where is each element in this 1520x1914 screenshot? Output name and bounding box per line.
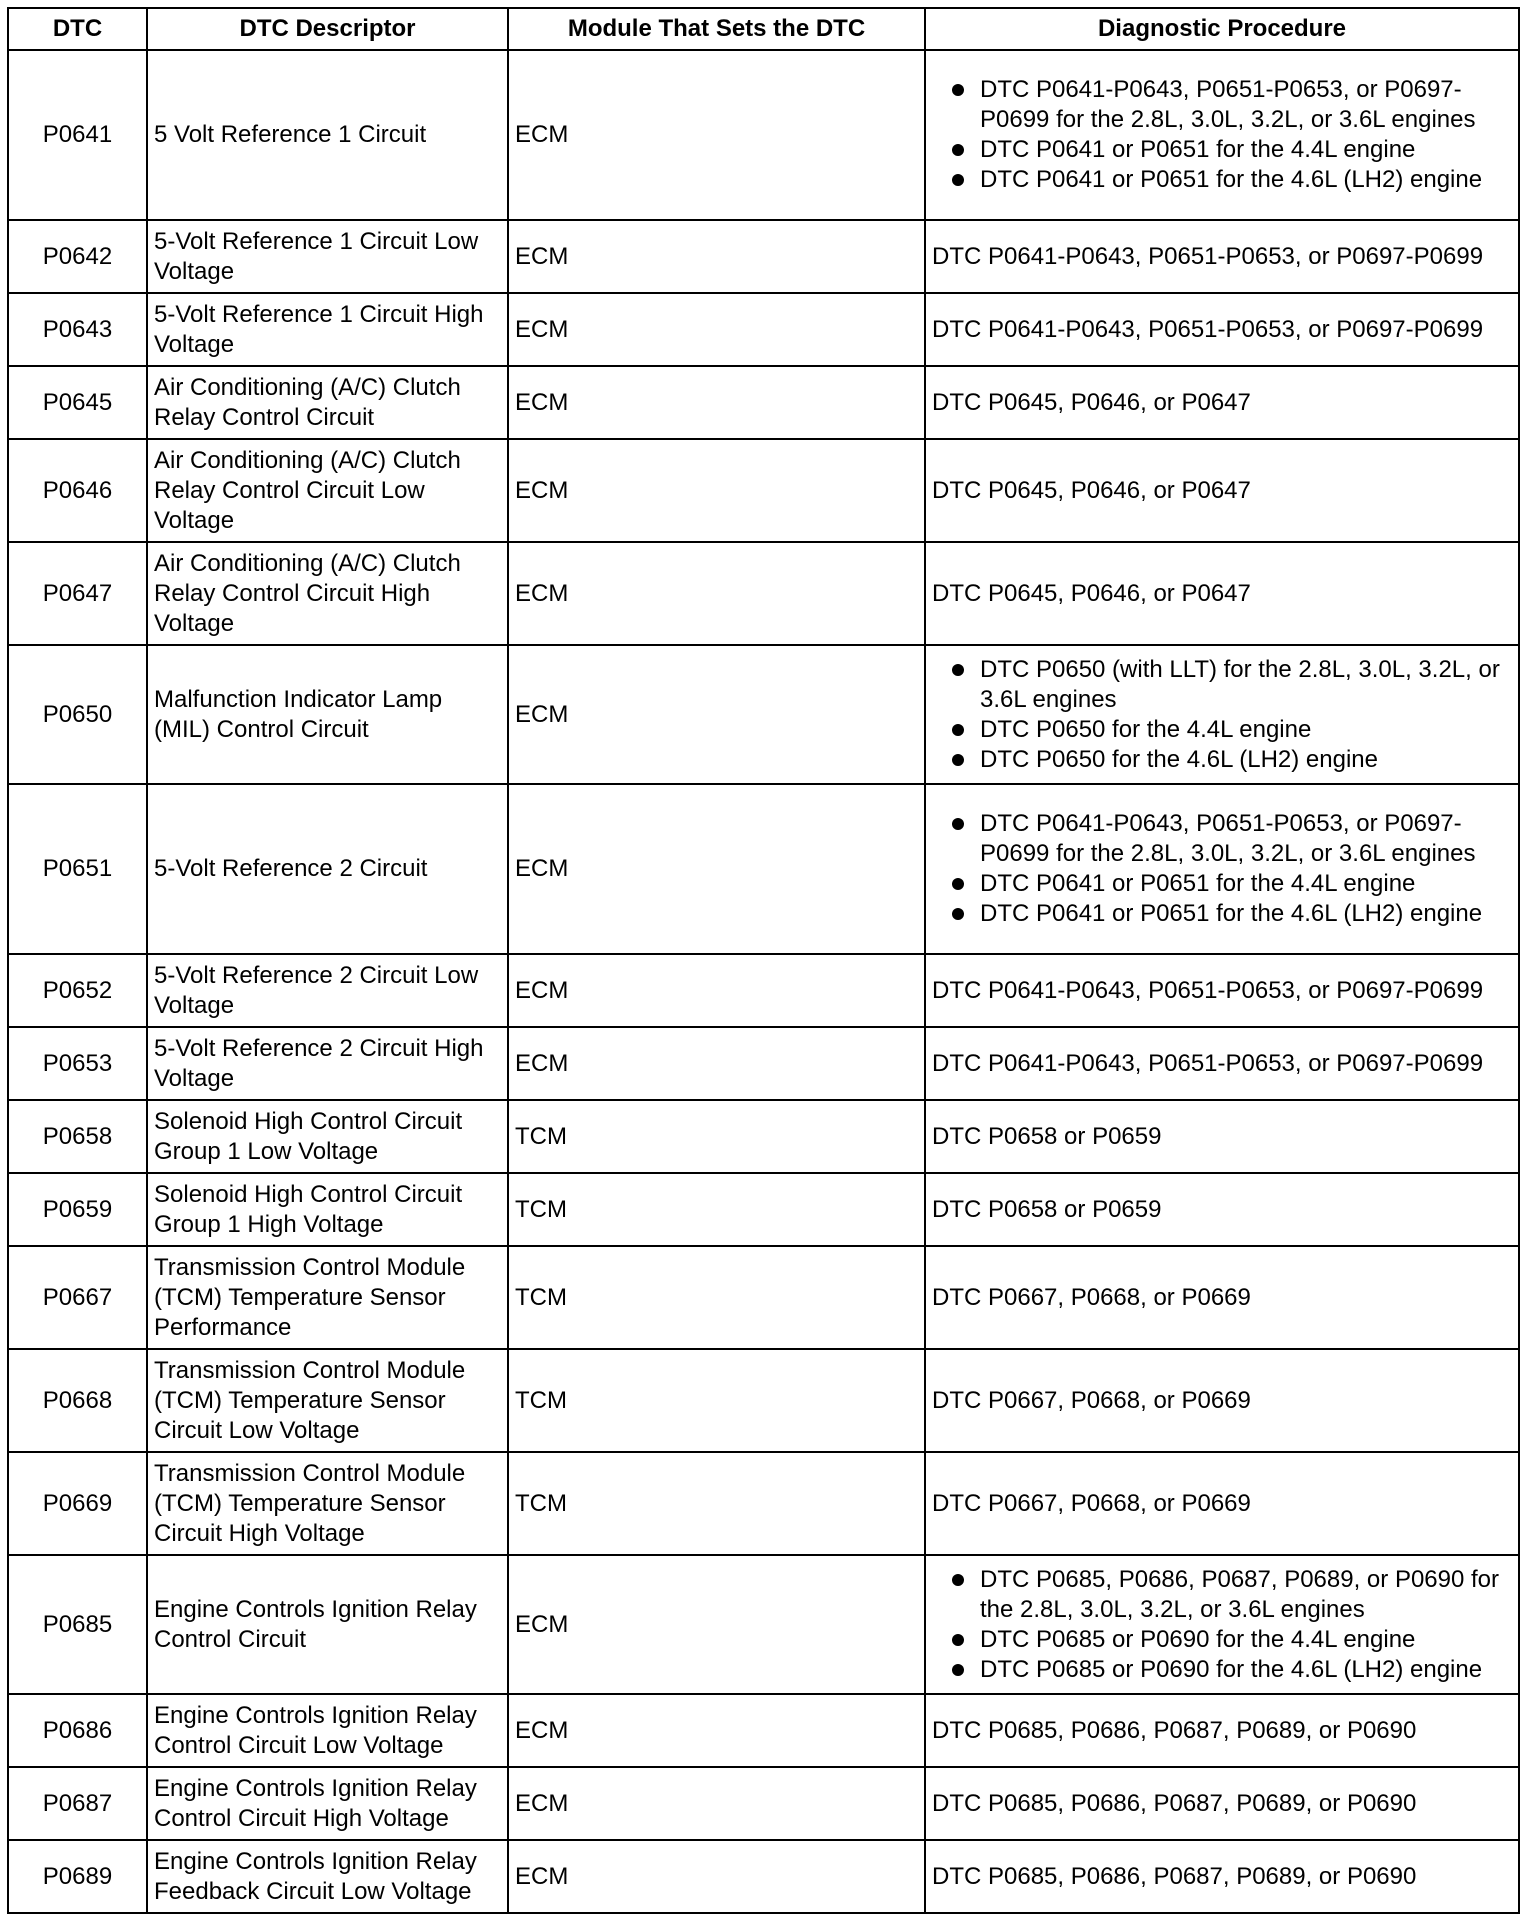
- dtc-module: ECM: [508, 1767, 925, 1840]
- procedure-list: [932, 655, 1512, 775]
- procedure-list-item: DTC P0650 for the 4.6L (LH2) engine: [948, 745, 1512, 775]
- dtc-module: ECM: [508, 220, 925, 293]
- dtc-descriptor: Air Conditioning (A/C) Clutch Relay Control Circuit Low Voltage: [147, 439, 508, 542]
- table-row: [8, 293, 1519, 366]
- table-row: [8, 784, 1519, 954]
- table-row: [8, 1840, 1519, 1913]
- dtc-descriptor: Transmission Control Module (TCM) Temperature Sensor Circuit Low Voltage: [147, 1349, 508, 1452]
- table-row: [8, 1555, 1519, 1694]
- table-row: [8, 1100, 1519, 1173]
- dtc-module: TCM: [508, 1349, 925, 1452]
- diagnostic-procedure: DTC P0685, P0686, P0687, P0689, or P0690: [925, 1767, 1519, 1840]
- dtc-descriptor: 5-Volt Reference 1 Circuit Low Voltage: [147, 220, 508, 293]
- dtc-code: P0686: [8, 1694, 147, 1767]
- table-row: [8, 954, 1519, 1027]
- table-row: [8, 366, 1519, 439]
- table-row: [8, 1452, 1519, 1555]
- procedure-list: [932, 1565, 1512, 1685]
- dtc-code: P0687: [8, 1767, 147, 1840]
- table-row: [8, 439, 1519, 542]
- diagnostic-procedure: DTC P0667, P0668, or P0669: [925, 1452, 1519, 1555]
- dtc-code: P0651: [8, 784, 147, 954]
- header-diagnostic-procedure: Diagnostic Procedure: [925, 8, 1519, 50]
- diagnostic-procedure: DTC P0658 or P0659: [925, 1100, 1519, 1173]
- table-row: [8, 542, 1519, 645]
- dtc-code: P0643: [8, 293, 147, 366]
- dtc-code: P0641: [8, 50, 147, 220]
- diagnostic-procedure: DTC P0667, P0668, or P0669: [925, 1246, 1519, 1349]
- dtc-code: P0653: [8, 1027, 147, 1100]
- dtc-module: ECM: [508, 1555, 925, 1694]
- dtc-descriptor: 5-Volt Reference 2 Circuit: [147, 784, 508, 954]
- dtc-code: P0669: [8, 1452, 147, 1555]
- table-row: [8, 1246, 1519, 1349]
- dtc-module: TCM: [508, 1100, 925, 1173]
- procedure-list-item: DTC P0650 for the 4.4L engine: [948, 715, 1512, 745]
- dtc-descriptor: Air Conditioning (A/C) Clutch Relay Control Circuit: [147, 366, 508, 439]
- dtc-module: ECM: [508, 1694, 925, 1767]
- dtc-descriptor: 5-Volt Reference 2 Circuit High Voltage: [147, 1027, 508, 1100]
- dtc-code: P0659: [8, 1173, 147, 1246]
- procedure-list-item: DTC P0685, P0686, P0687, P0689, or P0690 for the 2.8L, 3.0L, 3.2L, or 3.6L engines: [948, 1565, 1512, 1625]
- dtc-code: P0667: [8, 1246, 147, 1349]
- procedure-list: [932, 809, 1512, 929]
- diagnostic-procedure: DTC P0658 or P0659: [925, 1173, 1519, 1246]
- table-row: [8, 1694, 1519, 1767]
- dtc-module: TCM: [508, 1246, 925, 1349]
- procedure-list-item: DTC P0641-P0643, P0651-P0653, or P0697-P0699 for the 2.8L, 3.0L, 3.2L, or 3.6L engines: [948, 809, 1512, 869]
- dtc-descriptor: Solenoid High Control Circuit Group 1 Low Voltage: [147, 1100, 508, 1173]
- procedure-list-item: DTC P0641 or P0651 for the 4.4L engine: [948, 135, 1512, 165]
- dtc-module: ECM: [508, 1027, 925, 1100]
- dtc-descriptor: 5-Volt Reference 2 Circuit Low Voltage: [147, 954, 508, 1027]
- table-row: [8, 1027, 1519, 1100]
- procedure-list-item: DTC P0650 (with LLT) for the 2.8L, 3.0L, 3.2L, or 3.6L engines: [948, 655, 1512, 715]
- header-dtc-descriptor: DTC Descriptor: [147, 8, 508, 50]
- dtc-module: TCM: [508, 1173, 925, 1246]
- dtc-code: P0652: [8, 954, 147, 1027]
- dtc-module: ECM: [508, 50, 925, 220]
- dtc-code: P0668: [8, 1349, 147, 1452]
- diagnostic-procedure: DTC P0685, P0686, P0687, P0689, or P0690: [925, 1840, 1519, 1913]
- dtc-module: ECM: [508, 954, 925, 1027]
- diagnostic-procedure: DTC P0641-P0643, P0651-P0653, or P0697-P0699: [925, 293, 1519, 366]
- dtc-module: TCM: [508, 1452, 925, 1555]
- diagnostic-procedure: DTC P0645, P0646, or P0647: [925, 542, 1519, 645]
- diagnostic-procedure: DTC P0667, P0668, or P0669: [925, 1349, 1519, 1452]
- dtc-descriptor: Malfunction Indicator Lamp (MIL) Control Circuit: [147, 645, 508, 784]
- table-row: [8, 1767, 1519, 1840]
- table-row: [8, 220, 1519, 293]
- dtc-code: P0645: [8, 366, 147, 439]
- dtc-descriptor: Engine Controls Ignition Relay Control Circuit High Voltage: [147, 1767, 508, 1840]
- dtc-descriptor: Engine Controls Ignition Relay Control Circuit Low Voltage: [147, 1694, 508, 1767]
- procedure-list-item: DTC P0685 or P0690 for the 4.6L (LH2) engine: [948, 1655, 1512, 1685]
- dtc-module: ECM: [508, 366, 925, 439]
- table-row: [8, 645, 1519, 784]
- dtc-descriptor: Air Conditioning (A/C) Clutch Relay Control Circuit High Voltage: [147, 542, 508, 645]
- table-header-row: [8, 8, 1519, 50]
- dtc-code: P0658: [8, 1100, 147, 1173]
- dtc-module: ECM: [508, 784, 925, 954]
- table-row: [8, 50, 1519, 220]
- dtc-code: P0689: [8, 1840, 147, 1913]
- diagnostic-procedure: [925, 1555, 1519, 1694]
- table-row: [8, 1173, 1519, 1246]
- header-module: Module That Sets the DTC: [508, 8, 925, 50]
- diagnostic-procedure: DTC P0641-P0643, P0651-P0653, or P0697-P0699: [925, 954, 1519, 1027]
- dtc-code: P0647: [8, 542, 147, 645]
- diagnostic-procedure: [925, 645, 1519, 784]
- dtc-descriptor: Engine Controls Ignition Relay Feedback Circuit Low Voltage: [147, 1840, 508, 1913]
- diagnostic-procedure: DTC P0641-P0643, P0651-P0653, or P0697-P0699: [925, 1027, 1519, 1100]
- dtc-descriptor: Transmission Control Module (TCM) Temperature Sensor Performance: [147, 1246, 508, 1349]
- procedure-list-item: DTC P0641 or P0651 for the 4.6L (LH2) engine: [948, 165, 1512, 195]
- procedure-list-item: DTC P0641-P0643, P0651-P0653, or P0697-P0699 for the 2.8L, 3.0L, 3.2L, or 3.6L engines: [948, 75, 1512, 135]
- procedure-list-item: DTC P0641 or P0651 for the 4.4L engine: [948, 869, 1512, 899]
- dtc-module: ECM: [508, 1840, 925, 1913]
- diagnostic-procedure: [925, 50, 1519, 220]
- header-dtc: DTC: [8, 8, 147, 50]
- dtc-module: ECM: [508, 645, 925, 784]
- dtc-module: ECM: [508, 542, 925, 645]
- dtc-descriptor: Transmission Control Module (TCM) Temperature Sensor Circuit High Voltage: [147, 1452, 508, 1555]
- diagnostic-procedure: DTC P0645, P0646, or P0647: [925, 439, 1519, 542]
- dtc-module: ECM: [508, 293, 925, 366]
- dtc-code: P0646: [8, 439, 147, 542]
- dtc-descriptor: Engine Controls Ignition Relay Control Circuit: [147, 1555, 508, 1694]
- dtc-descriptor: Solenoid High Control Circuit Group 1 High Voltage: [147, 1173, 508, 1246]
- diagnostic-procedure: DTC P0641-P0643, P0651-P0653, or P0697-P0699: [925, 220, 1519, 293]
- procedure-list-item: DTC P0641 or P0651 for the 4.6L (LH2) engine: [948, 899, 1512, 929]
- dtc-code: P0642: [8, 220, 147, 293]
- procedure-list-item: DTC P0685 or P0690 for the 4.4L engine: [948, 1625, 1512, 1655]
- diagnostic-procedure: DTC P0645, P0646, or P0647: [925, 366, 1519, 439]
- dtc-descriptor: 5-Volt Reference 1 Circuit High Voltage: [147, 293, 508, 366]
- dtc-table: [7, 7, 1520, 1914]
- diagnostic-procedure: [925, 784, 1519, 954]
- dtc-code: P0650: [8, 645, 147, 784]
- dtc-descriptor: 5 Volt Reference 1 Circuit: [147, 50, 508, 220]
- table-row: [8, 1349, 1519, 1452]
- procedure-list: [932, 75, 1512, 195]
- dtc-code: P0685: [8, 1555, 147, 1694]
- diagnostic-procedure: DTC P0685, P0686, P0687, P0689, or P0690: [925, 1694, 1519, 1767]
- dtc-module: ECM: [508, 439, 925, 542]
